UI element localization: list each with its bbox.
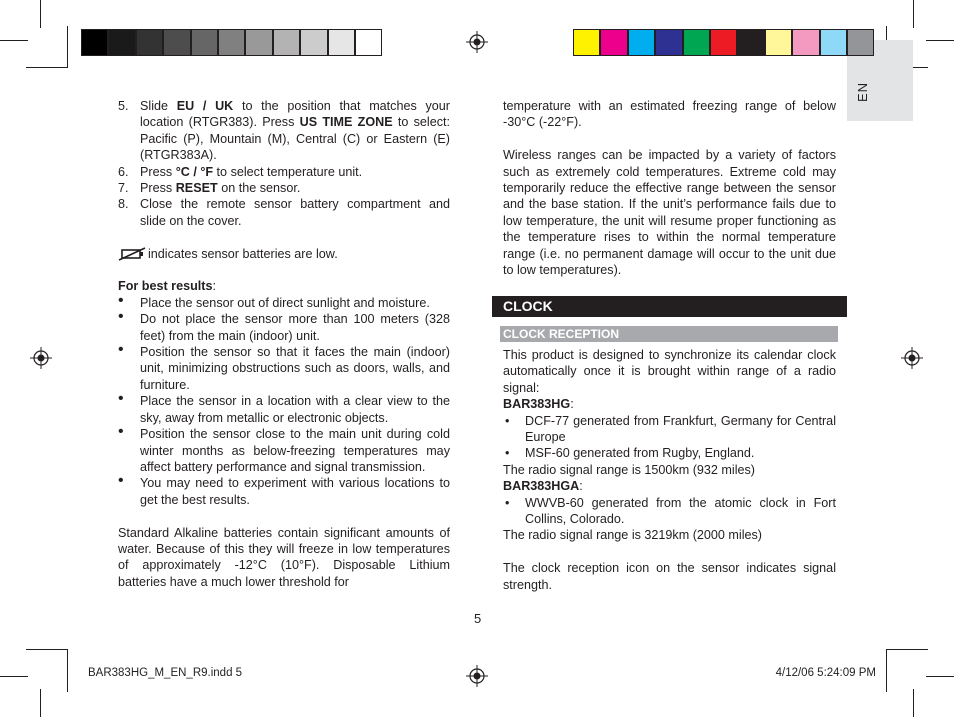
bullet-icon: • (118, 291, 124, 309)
signal-text: MSF-60 generated from Rugby, England. (525, 446, 755, 461)
low-battery-icon (118, 247, 146, 261)
step-number: 7. (118, 181, 129, 196)
step-item (118, 164, 450, 180)
color-swatch (273, 29, 300, 56)
color-swatch (328, 29, 355, 56)
crop-mark (0, 40, 28, 41)
color-swatch (600, 29, 627, 56)
language-tab-label: EN (855, 81, 870, 102)
freezing-paragraph: temperature with an estimated freezing range of below -30°C (-22°F). (503, 99, 836, 130)
footer-filename: BAR383HG_M_EN_R9.indd 5 (88, 667, 243, 679)
color-swatch (820, 29, 847, 56)
bullet-icon: • (505, 446, 510, 461)
step-text: on the sensor. (217, 181, 301, 196)
bullet-icon: • (505, 495, 510, 510)
signal-text: DCF-77 generated from Frankfurt, Germany for Central Europe (525, 413, 836, 445)
color-swatch (792, 29, 819, 56)
signal-text: WWVB-60 generated from the atomic clock in Fort Collins, Colorado. (525, 495, 836, 527)
bullet-item (118, 341, 450, 393)
clock-intro-paragraph: This product is designed to synchronize its calendar clock automatically once it is brought within range of a radio signal: (503, 348, 836, 395)
model-heading: BAR383HG: (503, 397, 574, 412)
bullet-item (118, 291, 450, 311)
subsection-header-clock-reception: CLOCK RECEPTION (500, 326, 838, 342)
step-text: Press (140, 181, 176, 196)
battery-low-text: indicates sensor batteries are low. (148, 246, 338, 261)
step-text: Close the remote sensor battery compartment and slide on the cover. (140, 197, 450, 228)
bullet-text: Place the sensor out of direct sunlight and moisture. (140, 295, 430, 310)
range-text: The radio signal range is 1500km (932 miles) (503, 462, 755, 477)
footer-timestamp: 4/12/06 5:24:09 PM (775, 667, 876, 679)
step-number: 6. (118, 164, 129, 179)
crop-mark (926, 40, 954, 41)
wireless-range-paragraph: Wireless ranges can be impacted by a variety of factors such as extremely cold temperatures. Extreme cold may temporarily reduce the effective range between the sensor and the base station. If the unit’s performance fails due to low temperature, the unit will resume proper functioning as the temperature rises to within the normal temperature range (i.e. no permanent damage will occur to the unit due to low temperatures). (503, 148, 836, 278)
bullet-icon: • (118, 472, 124, 490)
bullet-icon: • (505, 413, 510, 428)
step-text: US TIME ZONE (299, 115, 393, 130)
model-heading: BAR383HGA: (503, 479, 583, 494)
battery-low-note (118, 246, 450, 262)
color-swatch (683, 29, 710, 56)
crop-mark (26, 67, 68, 68)
step-item (118, 196, 450, 229)
crop-mark (913, 689, 914, 717)
registration-mark-icon (30, 347, 52, 369)
color-swatch (765, 29, 792, 56)
right-column (503, 98, 836, 278)
color-swatch (191, 29, 218, 56)
bullet-icon: • (118, 423, 124, 441)
color-swatch (355, 29, 382, 56)
signal-item (503, 495, 836, 528)
best-results-list (118, 291, 450, 508)
page-number: 5 (474, 611, 482, 626)
bullet-text: Position the sensor close to the main unit during cold winter months as below-freezing temperatures may affect battery performance and signal transmission. (140, 427, 450, 474)
model1-signal-list (503, 413, 836, 462)
bullet-text: Position the sensor so that it faces the main (indoor) unit, minimizing obstructions such as doors, walls, and furniture. (140, 345, 450, 392)
color-swatch (108, 29, 135, 56)
step-item (118, 180, 450, 196)
bullet-text: You may need to experiment with various locations to get the best results. (140, 476, 450, 507)
step-text: to select: Pacific (P), Mountain (M), Central (C) or Eastern (E) (RTGR383A). (140, 115, 450, 163)
best-results-heading: For best results: (118, 279, 216, 294)
range-text: The radio signal range is 3219km (2000 miles) (503, 528, 763, 543)
model2-signal-list (503, 495, 836, 528)
step-text: to the position that matches your location (RTGR383). Press (140, 99, 450, 130)
bullet-item (118, 423, 450, 475)
registration-mark-icon (466, 665, 488, 687)
color-swatch (737, 29, 764, 56)
bullet-text: Place the sensor in a location with a clear view to the sky, away from metallic or electronic objects. (140, 394, 450, 425)
step-item (118, 98, 450, 164)
registration-mark-icon (901, 347, 923, 369)
crop-mark (886, 650, 887, 692)
color-swatch (136, 29, 163, 56)
signal-item (503, 413, 836, 446)
color-swatch (81, 29, 108, 56)
registration-mark-icon (466, 31, 488, 53)
step-number: 8. (118, 197, 129, 212)
crop-mark (0, 676, 28, 677)
step-text: Slide (140, 99, 177, 113)
alkaline-paragraph: Standard Alkaline batteries contain significant amounts of water. Because of this they will freeze in low temperatures of approximately -12°C (10°F). Disposable Lithium batteries have a much lower threshold for (118, 525, 450, 589)
bullet-icon: • (118, 390, 124, 408)
clock-reception-content (503, 347, 836, 593)
color-swatch (245, 29, 272, 56)
color-swatch (163, 29, 190, 56)
color-swatch (655, 29, 682, 56)
bullet-text: Do not place the sensor more than 100 meters (328 feet) from the main (indoor) unit. (140, 312, 450, 343)
crop-mark (913, 0, 914, 28)
step-text: to select temperature unit. (213, 164, 363, 179)
color-swatch (300, 29, 327, 56)
color-swatch (710, 29, 737, 56)
left-column (118, 98, 450, 590)
step-text: °C / °F (175, 164, 214, 179)
step-text: EU / UK (176, 99, 234, 113)
crop-mark (26, 649, 68, 650)
signal-item (503, 445, 836, 461)
bullet-icon: • (118, 308, 124, 326)
color-swatch (847, 29, 874, 56)
color-swatch (628, 29, 655, 56)
color-swatch (218, 29, 245, 56)
bullet-item (118, 308, 450, 344)
step-text: Press (140, 164, 176, 179)
crop-mark (67, 650, 68, 692)
crop-mark (40, 0, 41, 28)
step-text: RESET (175, 181, 218, 196)
crop-mark (886, 649, 928, 650)
step-number: 5. (118, 99, 129, 113)
bullet-icon: • (118, 341, 124, 359)
section-header-clock: CLOCK (492, 296, 847, 317)
bullet-item (118, 472, 450, 508)
reception-icon-paragraph: The clock reception icon on the sensor indicates signal strength. (503, 561, 836, 592)
crop-mark (926, 676, 954, 677)
crop-mark (40, 689, 41, 717)
color-swatch (573, 29, 600, 56)
bullet-item (118, 390, 450, 426)
setup-steps-list (118, 98, 450, 229)
crop-mark (67, 26, 68, 68)
